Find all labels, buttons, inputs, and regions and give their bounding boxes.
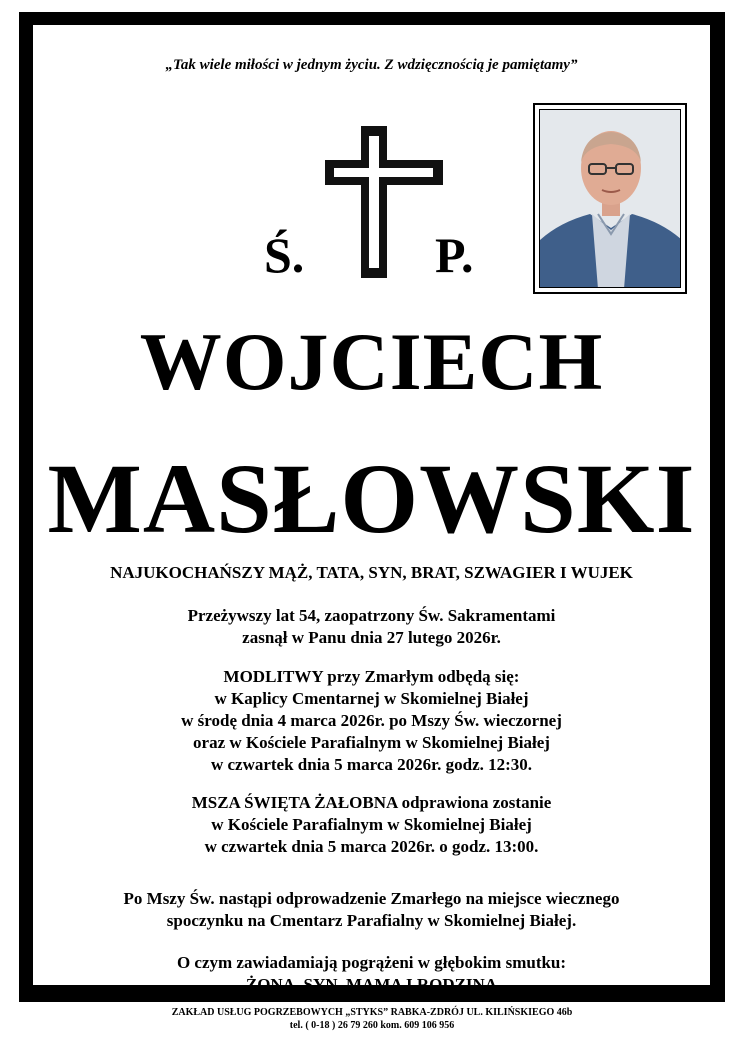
burial-line: Po Mszy Św. nastąpi odprowadzenie Zmarłego na miejsce wiecznego (123, 889, 620, 908)
burial-line: spoczynku na Cmentarz Parafialny w Skomielnej Białej. (166, 911, 577, 930)
sp-right-letter: P. (435, 227, 474, 283)
prayers-info (33, 666, 710, 776)
mass-line: w Kościele Parafialnym w Skomielnej Białej (211, 815, 532, 834)
prayers-line: w środę dnia 4 marca 2026r. po Mszy Św. wieczornej (181, 711, 562, 730)
death-info-line: zasnął w Panu dnia 27 lutego 2026r. (242, 628, 501, 647)
first-name: WOJCIECH (139, 316, 604, 407)
portrait-photo-frame (533, 103, 687, 294)
last-name: MASŁOWSKI (47, 443, 696, 554)
prayers-line: w Kaplicy Cmentarnej w Skomielnej Białej (214, 689, 529, 708)
death-info (33, 605, 710, 649)
prayers-line: oraz w Kościele Parafialnym w Skomielnej Białej (193, 733, 550, 752)
family-relation-line: NAJUKOCHAŃSZY MĄŻ, TATA, SYN, BRAT, SZWAGIER I WUJEK (110, 563, 633, 582)
mass-line: w czwartek dnia 5 marca 2026r. o godz. 13:00. (204, 837, 539, 856)
notice-line: O czym zawiadamiają pogrążeni w głębokim smutku: (176, 953, 567, 972)
footer-company-line: ZAKŁAD USŁUG POGRZEBOWYCH „STYKS” RABKA-ZDRÓJ UL. KILIŃSKIEGO 46b (171, 1007, 573, 1018)
death-info-line: Przeżywszy lat 54, zaopatrzony Św. Sakramentami (187, 606, 556, 625)
mass-line: MSZA ŚWIĘTA ŻAŁOBNA odprawiona zostanie (191, 793, 552, 812)
obituary-panel (33, 25, 710, 994)
footer-phone-line: tel. ( 0-18 ) 26 79 260 kom. 609 106 956 (289, 1020, 455, 1031)
motto: „Tak wiele miłości w jednym życiu. Z wdzięcznością je pamiętamy” (165, 57, 578, 73)
funeral-home-footer (0, 1006, 744, 1032)
mourners-notice (33, 952, 710, 996)
burial-info (33, 888, 710, 932)
sp-left-letter: Ś. (264, 227, 305, 283)
portrait-photo (539, 109, 681, 288)
funeral-mass-info (33, 792, 710, 858)
prayers-line: MODLITWY przy Zmarłym odbędą się: (223, 667, 520, 686)
obituary-frame (19, 12, 725, 1002)
prayers-line: w czwartek dnia 5 marca 2026r. godz. 12:30. (210, 755, 533, 774)
cross-icon (325, 126, 443, 278)
notice-line: ŻONA, SYN, MAMA I RODZINA (245, 975, 498, 994)
